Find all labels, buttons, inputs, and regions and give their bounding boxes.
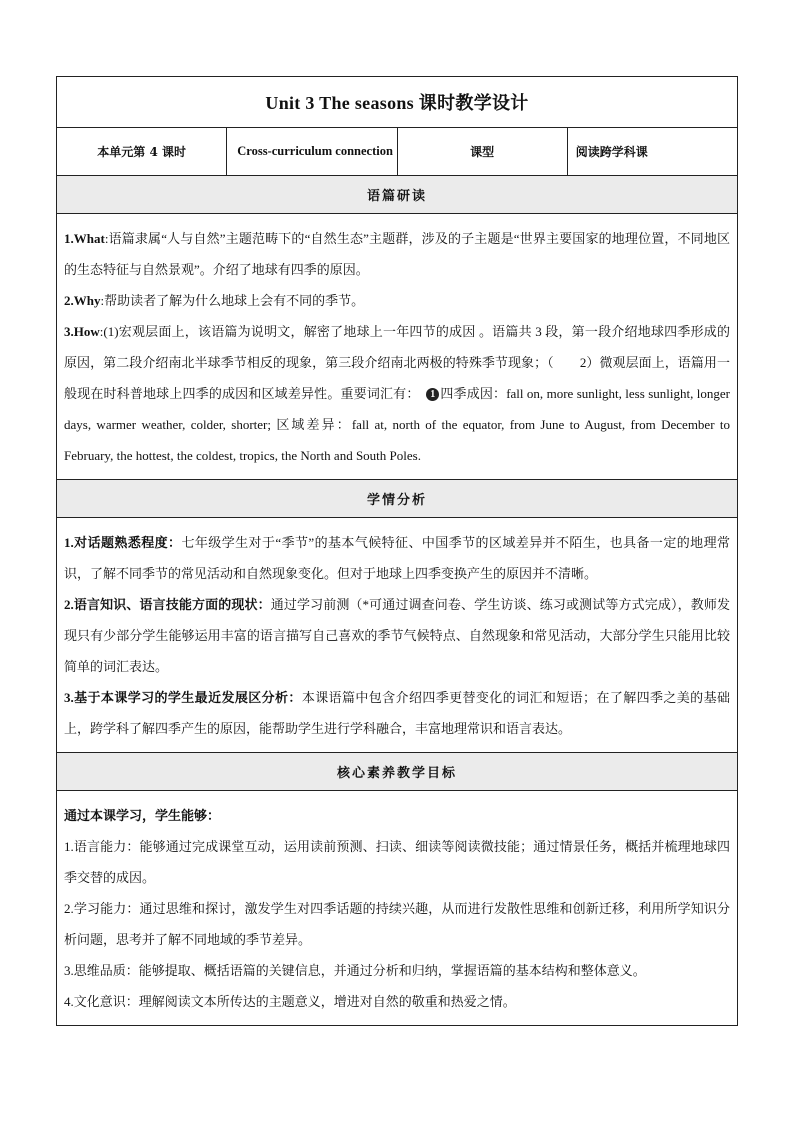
circled-number-marker: 1 [426, 388, 439, 401]
how-text-1: :(1)宏观层面上，该语篇为说明文，解密了地球上一年四节的成因 。语篇共 3 段，第一段介绍地球四季形成的原因，第二段介绍南北半球季节相反的现象，第三段介绍南北两极的特殊季节现象；（ 2）微观层面上，语篇用一般现在时科普地球上四季的成因和区域差异性。重要词汇有： [64, 324, 730, 401]
goal-item-culture: 4.文化意识：理解阅读文本所传达的主题意义，增进对自然的敬重和热爱之情。 [64, 994, 516, 1009]
section-heading-text-study: 语篇研读 [57, 176, 738, 214]
lesson-type-label: 课型 [397, 128, 567, 176]
goals-intro: 通过本课学习，学生能够： [64, 808, 221, 823]
familiarity-paragraph [64, 527, 730, 589]
how-paragraph [64, 316, 730, 471]
goal-item-thinking: 3.思维品质：能够提取、概括语篇的关键信息，并通过分析和归纳，掌握语篇的基本结构和整体意义。 [64, 963, 646, 978]
how-text-2: 四季成因：fall on, more sunlight, less sunlight, longer days, warmer weather, colder, shorter; 区域差异：fall at, north of the equator, from June to August, from December to February, the hottest, the coldest, tropics, the North and South Poles. [64, 386, 730, 463]
lesson-plan-table [56, 76, 738, 1026]
section-heading-learner-analysis: 学情分析 [57, 480, 738, 518]
language-status-label: 2.语言知识、语言技能方面的现状： [64, 597, 271, 612]
lesson-type-value: 阅读跨学科课 [567, 128, 737, 176]
familiarity-label: 1.对话题熟悉程度： [64, 535, 182, 550]
why-paragraph [64, 285, 730, 316]
zpd-paragraph [64, 682, 730, 744]
why-text: :帮助读者了解为什么地球上会有不同的季节。 [100, 293, 365, 308]
zpd-text: 本课语篇中包含介绍四季更替变化的词汇和短语；在了解四季之美的基础上，跨学科了解四季产生的原因，能帮助学生进行学科融合，丰富地理常识和语言表达。 [64, 690, 730, 736]
core-goals-body [57, 791, 738, 1026]
lesson-topic-cell: Cross-curriculum connection [227, 128, 397, 176]
what-label: 1.What [64, 231, 105, 246]
familiarity-text: 七年级学生对于“季节”的基本气候特征、中国季节的区域差异并不陌生，也具备一定的地理常识，了解不同季节的常见活动和自然现象变化。但对于地球上四季变换产生的原因并不清晰。 [64, 535, 730, 581]
how-label: 3.How [64, 324, 100, 339]
section-heading-core-goals: 核心素养教学目标 [57, 753, 738, 791]
language-status-paragraph [64, 589, 730, 682]
goal-item-learning: 2.学习能力：通过思维和探讨，激发学生对四季话题的持续兴趣，从而进行发散性思维和创新迁移，利用所学知识分析问题，思考并了解不同地域的季节差异。 [64, 901, 730, 947]
learner-analysis-body [57, 518, 738, 753]
what-text: :语篇隶属“人与自然”主题范畴下的“自然生态”主题群，涉及的子主题是“世界主要国家的地理位置，不同地区的生态特征与自然景观”。介绍了地球有四季的原因。 [64, 231, 730, 277]
goal-item-language: 1.语言能力：能够通过完成课堂互动，运用读前预测、扫读、细读等阅读微技能；通过情景任务，概括并梳理地球四季交替的成因。 [64, 839, 730, 885]
document-title: Unit 3 The seasons 课时教学设计 [57, 77, 738, 128]
why-label: 2.Why [64, 293, 101, 308]
lesson-number-cell: 本单元第 4 课时 [57, 128, 227, 176]
what-paragraph [64, 223, 730, 285]
text-study-body [57, 214, 738, 480]
zpd-label: 3.基于本课学习的学生最近发展区分析： [64, 690, 302, 705]
meta-row [57, 128, 738, 176]
language-status-text: 通过学习前测（*可通过调查问卷、学生访谈、练习或测试等方式完成），教师发现只有少部分学生能够运用丰富的语言描写自己喜欢的季节气候特点、自然现象和常见活动，大部分学生只能用比较简单的词汇表达。 [64, 597, 730, 674]
